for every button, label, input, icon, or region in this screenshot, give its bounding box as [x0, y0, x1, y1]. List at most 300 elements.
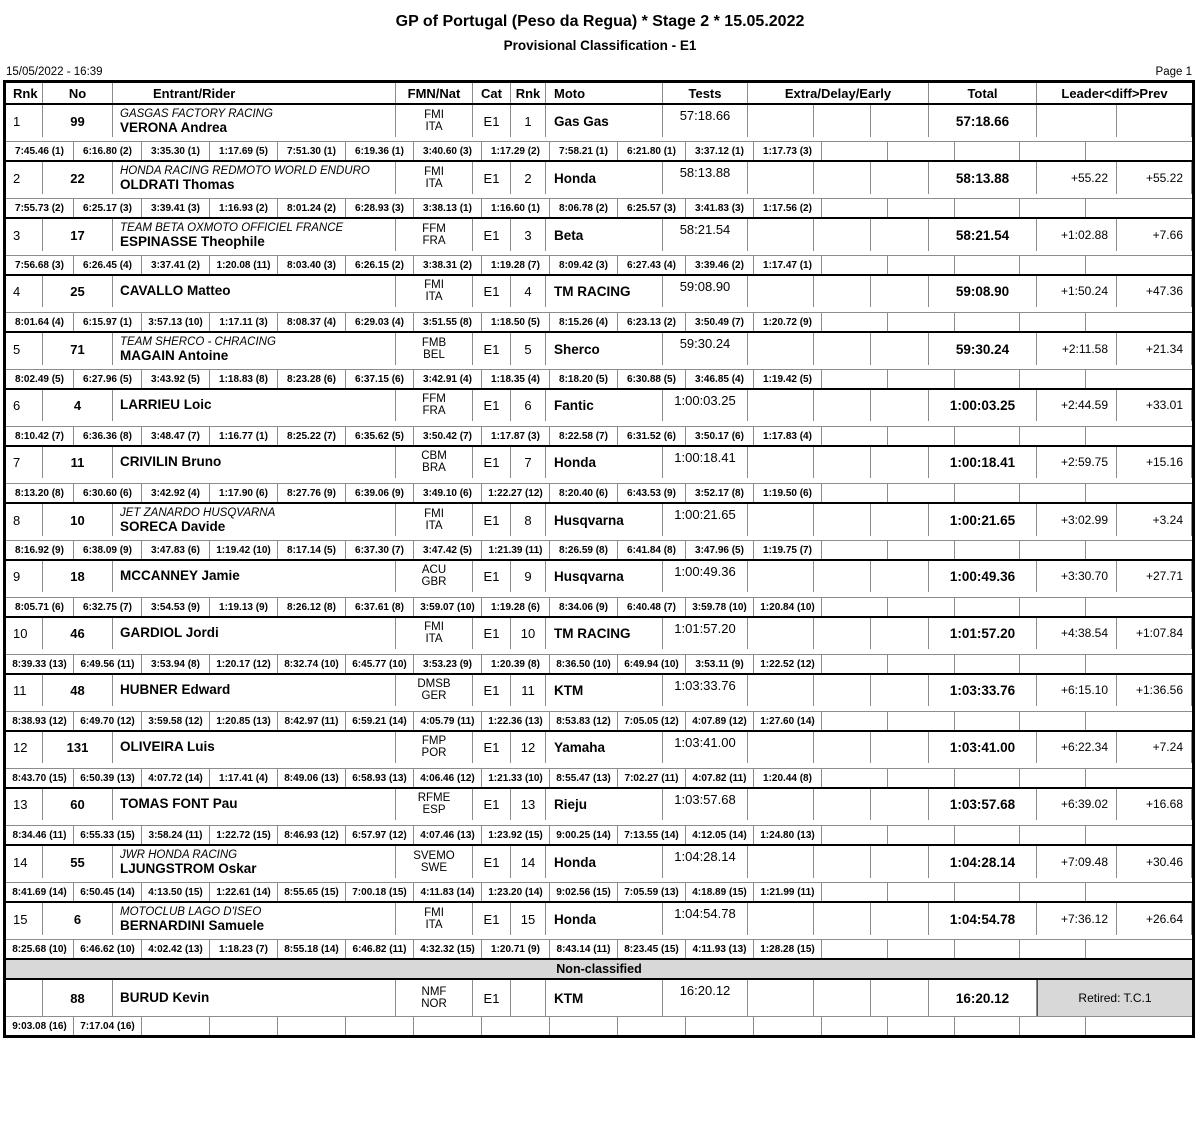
test-time-cell: 6:58.93 (13) [346, 769, 414, 787]
test-time-cell: 8:18.20 (5) [550, 370, 618, 388]
test-time-cell [888, 598, 955, 616]
test-time-cell: 6:49.56 (11) [74, 655, 142, 673]
leader-diff-cell: +2:59.75 [1037, 447, 1117, 478]
delay-cell [814, 447, 871, 478]
test-time-cell: 8:23.45 (15) [618, 940, 686, 958]
delay-cell [814, 561, 871, 592]
test-time-cell: 8:34.06 (9) [550, 598, 618, 616]
number-cell: 48 [43, 675, 113, 706]
test-time-cell: 3:50.17 (6) [686, 427, 754, 445]
test-time-cell: 8:13.20 (8) [6, 484, 74, 502]
test-time-cell [482, 1017, 550, 1035]
test-time-cell: 6:26.15 (2) [346, 256, 414, 274]
test-time-cell [822, 541, 888, 559]
test-time-cell: 8:46.93 (12) [278, 826, 346, 844]
test-time-cell: 8:01.24 (2) [278, 199, 346, 217]
rank-cell: 5 [6, 333, 43, 365]
total-cell: 1:04:28.14 [929, 846, 1037, 878]
class-rank-cell: 13 [511, 789, 546, 820]
test-time-cell [1086, 826, 1192, 844]
nat-code: SWE [420, 862, 448, 874]
extra-cell [748, 732, 814, 763]
test-time-cell [618, 1017, 686, 1035]
test-time-cell: 1:17.29 (2) [482, 142, 550, 160]
team-name: TEAM SHERCO - CHRACING [120, 336, 276, 348]
test-time-cell [1020, 712, 1086, 730]
leader-diff-cell: +3:30.70 [1037, 561, 1117, 592]
fmn-nat-cell [396, 980, 473, 1016]
entrant-rider-cell [113, 390, 396, 421]
test-time-cell: 3:58.24 (11) [142, 826, 210, 844]
test-time-cell: 3:54.53 (9) [142, 598, 210, 616]
extra-cell [748, 390, 814, 421]
test-time-cell: 6:27.96 (5) [74, 370, 142, 388]
delay-cell [814, 789, 871, 820]
moto-cell: Honda [546, 903, 663, 935]
page-title: GP of Portugal (Peso da Regua) * Stage 2 * 15.05.2022 [395, 13, 805, 30]
fmn-code: FMI [424, 906, 444, 919]
category-cell: E1 [473, 980, 511, 1016]
delay-cell [814, 903, 871, 935]
extra-cell [748, 219, 814, 251]
test-time-cell: 3:52.17 (8) [686, 484, 754, 502]
test-time-cell: 8:17.14 (5) [278, 541, 346, 559]
rider-main-row [6, 675, 1192, 711]
total-cell: 59:30.24 [929, 333, 1037, 365]
retired-status-cell [6, 194, 43, 198]
rider-entry [6, 390, 1192, 447]
entrant-rider-cell [113, 980, 396, 1016]
nat-code: BEL [423, 349, 445, 361]
moto-cell: Rieju [546, 789, 663, 820]
test-time-cell: 3:46.85 (4) [686, 370, 754, 388]
test-time-cell: 1:22.72 (15) [210, 826, 278, 844]
test-time-cell: 3:37.41 (2) [142, 256, 210, 274]
category-cell: E1 [473, 903, 511, 935]
delay-cell [814, 675, 871, 706]
test-times-row [6, 1016, 1192, 1035]
early-cell [871, 390, 929, 421]
rider-main-row [6, 789, 1192, 825]
tests-time-cell: 1:03:33.76 [663, 675, 748, 706]
team-name: GASGAS FACTORY RACING [120, 108, 273, 120]
test-time-cell: 7:55.73 (2) [6, 199, 74, 217]
class-rank-cell: 15 [511, 903, 546, 935]
test-time-cell: 3:47.83 (6) [142, 541, 210, 559]
total-cell: 1:03:57.68 [929, 789, 1037, 820]
test-times-row [6, 483, 1192, 502]
fmn-code: NMF [421, 985, 447, 998]
test-time-cell: 1:20.39 (8) [482, 655, 550, 673]
total-cell: 1:00:21.65 [929, 504, 1037, 536]
test-time-cell: 6:55.33 (15) [74, 826, 142, 844]
test-times-row [6, 540, 1192, 559]
prev-diff-cell: +47.36 [1117, 276, 1192, 307]
test-time-cell: 8:02.49 (5) [6, 370, 74, 388]
category-cell: E1 [473, 618, 511, 649]
header-entrant-rider: Entrant/Rider [113, 83, 396, 103]
moto-cell: Fantic [546, 390, 663, 421]
test-time-cell: 3:50.49 (7) [686, 313, 754, 331]
header-leader-diff-prev: Leader<diff>Prev [1061, 85, 1168, 101]
rider-entry [6, 846, 1192, 903]
retired-status-cell [6, 878, 43, 882]
test-time-cell: 3:59.58 (12) [142, 712, 210, 730]
class-rank-cell: 2 [511, 162, 546, 194]
rider-main-row [6, 618, 1192, 654]
entrant-rider-cell [113, 333, 396, 365]
header-class-rank: Rnk [511, 83, 546, 103]
test-times-row [6, 141, 1192, 160]
non-classified-body [6, 980, 1192, 1035]
team-name: JET ZANARDO HUSQVARNA [120, 507, 276, 519]
fmn-nat-cell [396, 333, 473, 365]
fmn-nat-cell [396, 162, 473, 194]
category-cell: E1 [473, 105, 511, 137]
entrant-rider-cell [113, 903, 396, 935]
test-time-cell [822, 940, 888, 958]
rank-cell: 14 [6, 846, 43, 878]
test-time-cell [888, 427, 955, 445]
leader-diff-cell: +2:11.58 [1037, 333, 1117, 365]
test-time-cell [955, 313, 1020, 331]
prev-diff-cell: +33.01 [1117, 390, 1192, 421]
page-subtitle: Provisional Classification - E1 [503, 38, 697, 53]
extra-cell [748, 504, 814, 536]
test-time-cell: 6:25.17 (3) [74, 199, 142, 217]
page-header [0, 0, 1200, 53]
test-time-cell [955, 142, 1020, 160]
test-time-cell: 8:55.47 (13) [550, 769, 618, 787]
test-time-cell: 3:50.42 (7) [414, 427, 482, 445]
class-rank-cell: 8 [511, 504, 546, 536]
number-cell: 131 [43, 732, 113, 763]
test-time-cell: 3:37.12 (1) [686, 142, 754, 160]
test-time-cell: 3:38.31 (2) [414, 256, 482, 274]
test-time-cell [888, 313, 955, 331]
test-time-cell: 7:02.27 (11) [618, 769, 686, 787]
test-time-cell [1086, 199, 1192, 217]
fmn-code: FFM [422, 222, 446, 235]
fmn-code: FMI [424, 507, 444, 520]
tests-time-cell: 1:00:18.41 [663, 447, 748, 478]
test-time-cell: 6:40.48 (7) [618, 598, 686, 616]
test-time-cell [822, 598, 888, 616]
category-cell: E1 [473, 561, 511, 592]
team-name: JWR HONDA RACING [120, 849, 238, 861]
test-time-cell [1020, 655, 1086, 673]
moto-cell: Honda [546, 846, 663, 878]
extra-cell [748, 162, 814, 194]
rider-main-row [6, 447, 1192, 483]
early-cell [871, 675, 929, 706]
test-times-row [6, 882, 1192, 901]
header-rank: Rnk [6, 83, 43, 103]
test-time-cell [1086, 712, 1192, 730]
test-time-cell: 6:19.36 (1) [346, 142, 414, 160]
test-time-cell [822, 370, 888, 388]
nat-code: GBR [421, 576, 447, 589]
header-extra-delay-early: Extra/Delay/Early [748, 83, 929, 103]
nat-code: ITA [425, 291, 443, 304]
total-cell: 58:21.54 [929, 219, 1037, 251]
fmn-nat-cell [396, 561, 473, 592]
tests-time-cell: 1:04:54.78 [663, 903, 748, 935]
extra-cell [748, 789, 814, 820]
test-time-cell [888, 712, 955, 730]
test-time-cell: 4:18.89 (15) [686, 883, 754, 901]
test-time-cell: 1:20.17 (12) [210, 655, 278, 673]
rider-entry [6, 732, 1192, 789]
test-time-cell [1086, 598, 1192, 616]
test-time-cell: 6:43.53 (9) [618, 484, 686, 502]
rider-name: BERNARDINI Samuele [120, 918, 265, 933]
prev-diff-cell: +1:07.84 [1117, 618, 1192, 649]
test-time-cell [955, 598, 1020, 616]
prev-diff-cell: +27.71 [1117, 561, 1192, 592]
category-cell: E1 [473, 276, 511, 307]
rider-main-row [6, 903, 1192, 939]
class-rank-cell: 5 [511, 333, 546, 365]
test-time-cell [414, 1017, 482, 1035]
tests-time-cell: 1:03:57.68 [663, 789, 748, 820]
test-time-cell [1020, 370, 1086, 388]
test-time-cell: 6:45.77 (10) [346, 655, 414, 673]
rider-name: CAVALLO Matteo [120, 283, 231, 299]
test-time-cell: 1:17.69 (5) [210, 142, 278, 160]
test-time-cell [822, 1017, 888, 1035]
rider-name: HUBNER Edward [120, 682, 231, 698]
test-time-cell: 7:05.59 (13) [618, 883, 686, 901]
test-times-row [6, 369, 1192, 388]
test-time-cell: 1:23.92 (15) [482, 826, 550, 844]
tests-time-cell: 1:00:21.65 [663, 504, 748, 536]
prev-diff-cell: +3.24 [1117, 504, 1192, 536]
test-time-cell: 4:32.32 (15) [414, 940, 482, 958]
test-time-cell: 6:57.97 (12) [346, 826, 414, 844]
rider-name: VERONA Andrea [120, 120, 228, 135]
fmn-code: FMI [424, 278, 444, 291]
category-cell: E1 [473, 789, 511, 820]
classification-table [3, 80, 1195, 1038]
test-time-cell: 3:42.92 (4) [142, 484, 210, 502]
tests-time-cell: 16:20.12 [663, 980, 748, 1016]
entrant-rider-cell [113, 789, 396, 820]
fmn-nat-cell [396, 276, 473, 307]
leader-diff-cell: +6:22.34 [1037, 732, 1117, 763]
entrant-rider-cell [113, 504, 396, 536]
test-time-cell: 3:59.78 (10) [686, 598, 754, 616]
tests-time-cell: 57:18.66 [663, 105, 748, 137]
total-cell: 57:18.66 [929, 105, 1037, 137]
tests-time-cell: 1:01:57.20 [663, 618, 748, 649]
fmn-code: SVEMO [413, 849, 455, 862]
test-time-cell: 3:59.07 (10) [414, 598, 482, 616]
test-time-cell: 8:38.93 (12) [6, 712, 74, 730]
rider-main-row [6, 333, 1192, 369]
test-time-cell: 3:40.60 (3) [414, 142, 482, 160]
test-time-cell: 6:15.97 (1) [74, 313, 142, 331]
header-total: Total [929, 83, 1037, 103]
test-time-cell [1086, 313, 1192, 331]
test-time-cell: 7:56.68 (3) [6, 256, 74, 274]
test-time-cell: 6:37.30 (7) [346, 541, 414, 559]
rider-entry [6, 618, 1192, 675]
nat-code: FRA [422, 405, 446, 418]
number-cell: 22 [43, 162, 113, 194]
test-time-cell: 1:18.83 (8) [210, 370, 278, 388]
test-time-cell: 3:53.11 (9) [686, 655, 754, 673]
early-cell [871, 789, 929, 820]
test-time-cell: 1:17.83 (4) [754, 427, 822, 445]
number-cell: 6 [43, 903, 113, 935]
entrant-rider-cell [113, 561, 396, 592]
test-time-cell [550, 1017, 618, 1035]
test-time-cell: 1:19.28 (7) [482, 256, 550, 274]
test-time-cell: 6:38.09 (9) [74, 541, 142, 559]
test-time-cell [1020, 883, 1086, 901]
test-time-cell: 6:37.15 (6) [346, 370, 414, 388]
category-cell: E1 [473, 447, 511, 478]
category-cell: E1 [473, 504, 511, 536]
test-time-cell: 1:16.77 (1) [210, 427, 278, 445]
test-time-cell: 1:20.85 (13) [210, 712, 278, 730]
category-cell: E1 [473, 219, 511, 251]
fmn-nat-cell [396, 675, 473, 706]
test-time-cell [888, 655, 955, 673]
number-cell: 17 [43, 219, 113, 251]
test-time-cell: 1:20.72 (9) [754, 313, 822, 331]
test-time-cell: 3:51.55 (8) [414, 313, 482, 331]
prev-diff-cell: +30.46 [1117, 846, 1192, 878]
meta-row [0, 66, 1200, 78]
rank-cell: 11 [6, 675, 43, 706]
test-times-row [6, 426, 1192, 445]
nat-code: POR [421, 747, 447, 760]
entrant-rider-cell [113, 105, 396, 137]
test-time-cell [822, 427, 888, 445]
test-time-cell: 4:02.42 (13) [142, 940, 210, 958]
test-time-cell: 9:03.08 (16) [6, 1017, 74, 1035]
test-time-cell: 8:55.65 (15) [278, 883, 346, 901]
test-time-cell: 1:16.93 (2) [210, 199, 278, 217]
rider-main-row [6, 732, 1192, 768]
test-time-cell: 6:26.45 (4) [74, 256, 142, 274]
nat-code: FRA [422, 235, 446, 247]
fmn-nat-cell [396, 732, 473, 763]
test-times-row [6, 654, 1192, 673]
test-time-cell: 8:23.28 (6) [278, 370, 346, 388]
test-time-cell: 3:49.10 (6) [414, 484, 482, 502]
total-cell: 1:01:57.20 [929, 618, 1037, 649]
test-time-cell [822, 484, 888, 502]
retired-status-cell [6, 536, 43, 540]
total-cell: 1:00:18.41 [929, 447, 1037, 478]
test-time-cell: 6:30.88 (5) [618, 370, 686, 388]
rank-cell: 4 [6, 276, 43, 307]
test-time-cell: 8:26.12 (8) [278, 598, 346, 616]
prev-diff-cell: +1:36.56 [1117, 675, 1192, 706]
test-time-cell: 1:17.47 (1) [754, 256, 822, 274]
rider-main-row [6, 504, 1192, 540]
nat-code: NOR [421, 998, 447, 1010]
retired-status-cell [6, 251, 43, 255]
test-time-cell: 8:39.33 (13) [6, 655, 74, 673]
leader-diff-cell: +1:02.88 [1037, 219, 1117, 251]
test-time-cell: 8:49.06 (13) [278, 769, 346, 787]
rider-main-row [6, 276, 1192, 312]
total-cell: 59:08.90 [929, 276, 1037, 307]
moto-cell: TM RACING [546, 618, 663, 649]
test-time-cell: 8:05.71 (6) [6, 598, 74, 616]
tests-time-cell: 58:13.88 [663, 162, 748, 194]
test-time-cell [346, 1017, 414, 1035]
tests-time-cell: 58:21.54 [663, 219, 748, 251]
test-time-cell: 4:13.50 (15) [142, 883, 210, 901]
test-time-cell: 4:07.82 (11) [686, 769, 754, 787]
nat-code: ESP [422, 804, 446, 817]
test-time-cell: 1:18.50 (5) [482, 313, 550, 331]
test-time-cell [822, 826, 888, 844]
test-time-cell: 3:35.30 (1) [142, 142, 210, 160]
test-time-cell [888, 370, 955, 388]
test-time-cell: 1:22.52 (12) [754, 655, 822, 673]
delay-cell [814, 618, 871, 649]
test-time-cell [955, 940, 1020, 958]
test-time-cell: 1:20.08 (11) [210, 256, 278, 274]
test-times-row [6, 597, 1192, 616]
test-time-cell [822, 712, 888, 730]
prev-diff-cell: +21.34 [1117, 333, 1192, 365]
entrant-rider-cell [113, 219, 396, 251]
test-time-cell [888, 256, 955, 274]
test-time-cell [888, 199, 955, 217]
classified-body [6, 105, 1192, 960]
leader-diff-cell: +2:44.59 [1037, 390, 1117, 421]
moto-cell: TM RACING [546, 276, 663, 307]
test-time-cell [888, 142, 955, 160]
rider-main-row [6, 105, 1192, 141]
number-cell: 11 [43, 447, 113, 478]
retired-status-cell [6, 820, 43, 826]
delay-cell [814, 390, 871, 421]
extra-cell [748, 675, 814, 706]
entrant-rider-cell [113, 732, 396, 763]
test-time-cell: 8:32.74 (10) [278, 655, 346, 673]
rider-main-row [6, 219, 1192, 255]
test-time-cell: 8:20.40 (6) [550, 484, 618, 502]
test-times-row [6, 255, 1192, 274]
fmn-code: ACU [421, 563, 447, 576]
rank-cell: 15 [6, 903, 43, 935]
test-time-cell [1086, 427, 1192, 445]
test-time-cell: 1:28.28 (15) [754, 940, 822, 958]
nat-code: BRA [422, 462, 446, 475]
test-time-cell [955, 199, 1020, 217]
test-time-cell: 6:49.94 (10) [618, 655, 686, 673]
rank-cell: 2 [6, 162, 43, 194]
test-time-cell: 8:25.68 (10) [6, 940, 74, 958]
rider-entry [6, 789, 1192, 846]
category-cell: E1 [473, 675, 511, 706]
rider-entry [6, 447, 1192, 504]
test-time-cell [955, 655, 1020, 673]
total-cell: 1:00:49.36 [929, 561, 1037, 592]
test-time-cell: 6:49.70 (12) [74, 712, 142, 730]
test-time-cell: 9:00.25 (14) [550, 826, 618, 844]
test-time-cell: 1:18.23 (7) [210, 940, 278, 958]
total-cell: 1:03:41.00 [929, 732, 1037, 763]
